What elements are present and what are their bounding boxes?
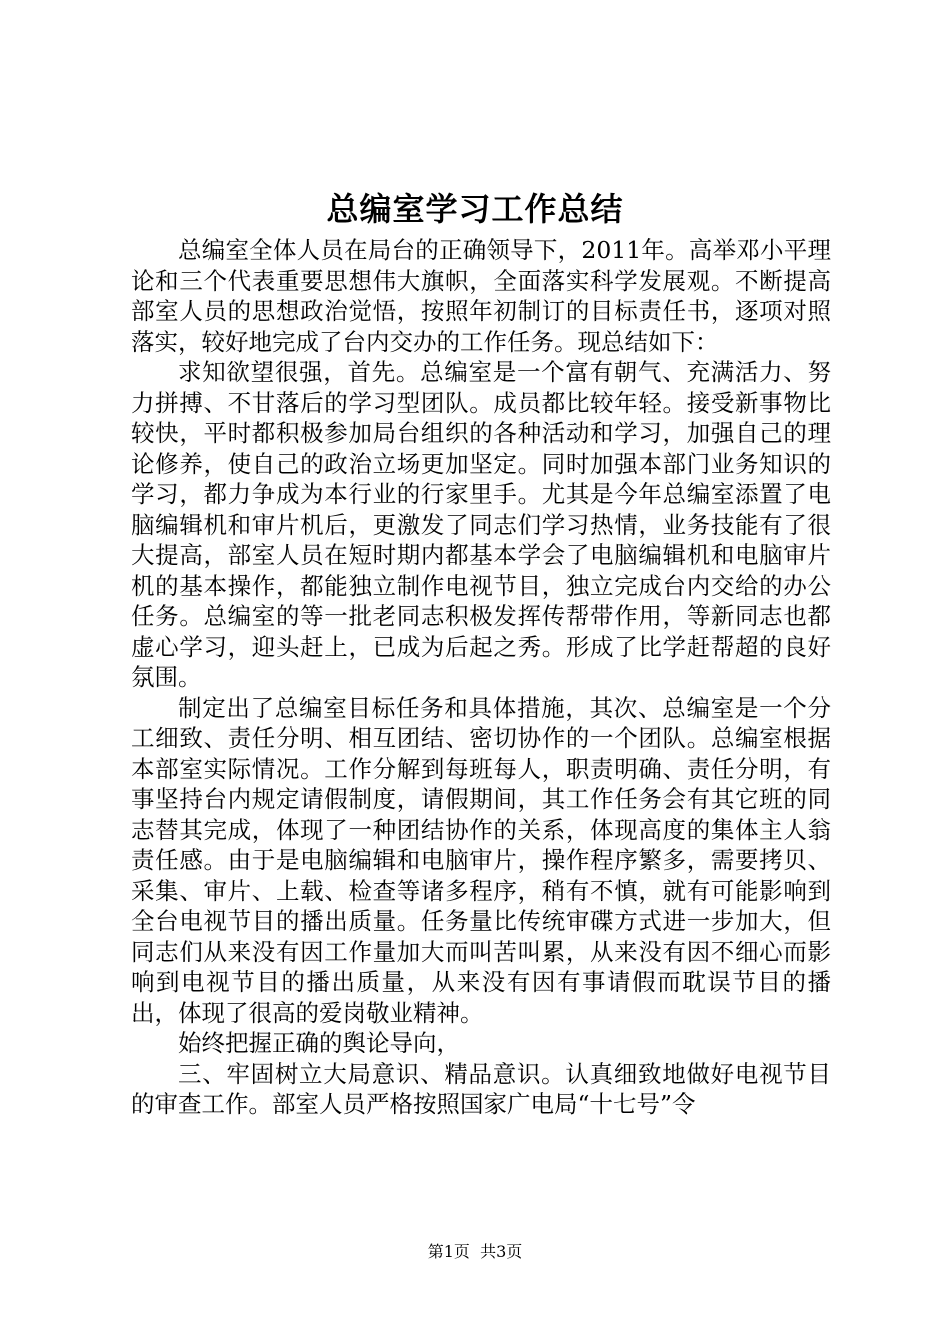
paragraph-learning: 求知欲望很强，首先。总编室是一个富有朝气、充满活力、努力拼搏、不甘落后的学习型团队。成员都比较年轻。接受新事物比较快，平时都积极参加局台组织的各种活动和学习，加强自己的理论修养，使自己的政治立场更加坚定。同时加强本部门业务知识的学习，都力争成为本行业的行家里手。尤其是今年总编室添置了电脑编辑机和审片机后，更激发了同志们学习热情，业务技能有了很大提高，部室人员在短时期内都基本学会了电脑编辑机和电脑审片机的基本操作，都能独立制作电视节目，独立完成台内交给的办公任务。总编室的等一批老同志积极发挥传帮带作用，等新同志也都虚心学习，迎头赶上，已成为后起之秀。形成了比学赶帮超的良好氛围。 — [131, 358, 831, 691]
page-footer — [0, 1240, 950, 1264]
document-title: 总编室学习工作总结 — [326, 190, 624, 228]
document-body — [131, 235, 831, 1120]
page-total: 共3页 — [480, 1242, 523, 1261]
paragraph-teamwork: 制定出了总编室目标任务和具体措施，其次、总编室是一个分工细致、责任分明、相互团结、密切协作的一个团队。总编室根据本部室实际情况。工作分解到每班每人，职责明确、责任分明，有事坚持台内规定请假制度，请假期间，其工作任务会有其它班的同志替其完成，体现了一种团结协作的关系，体现高度的集体主人翁责任感。由于是电脑编辑和电脑审片，操作程序繁多，需要拷贝、采集、审片、上载、检查等诸多程序，稍有不慎，就有可能影响到全台电视节目的播出质量。任务量比传统审碟方式进一步加大，但同志们从来没有因工作量加大而叫苦叫累，从来没有因不细心而影响到电视节目的播出质量，从来没有因有事请假而耽误节目的播出，体现了很高的爱岗敬业精神。 — [131, 693, 831, 1027]
paragraph-section-three: 三、牢固树立大局意识、精品意识。认真细致地做好电视节目的审查工作。部室人员严格按照国家广电局“十七号”令 — [131, 1059, 831, 1118]
paragraph-intro: 总编室全体人员在局台的正确领导下，2011年。高举邓小平理论和三个代表重要思想伟大旗帜，全面落实科学发展观。不断提高部室人员的思想政治觉悟，按照年初制订的目标责任书，逐项对照落实，较好地完成了台内交办的工作任务。现总结如下： — [131, 236, 831, 356]
footer-gap — [470, 1242, 480, 1261]
page-number: 第1页 — [427, 1242, 470, 1261]
paragraph-guidance: 始终把握正确的舆论导向， — [178, 1029, 460, 1057]
